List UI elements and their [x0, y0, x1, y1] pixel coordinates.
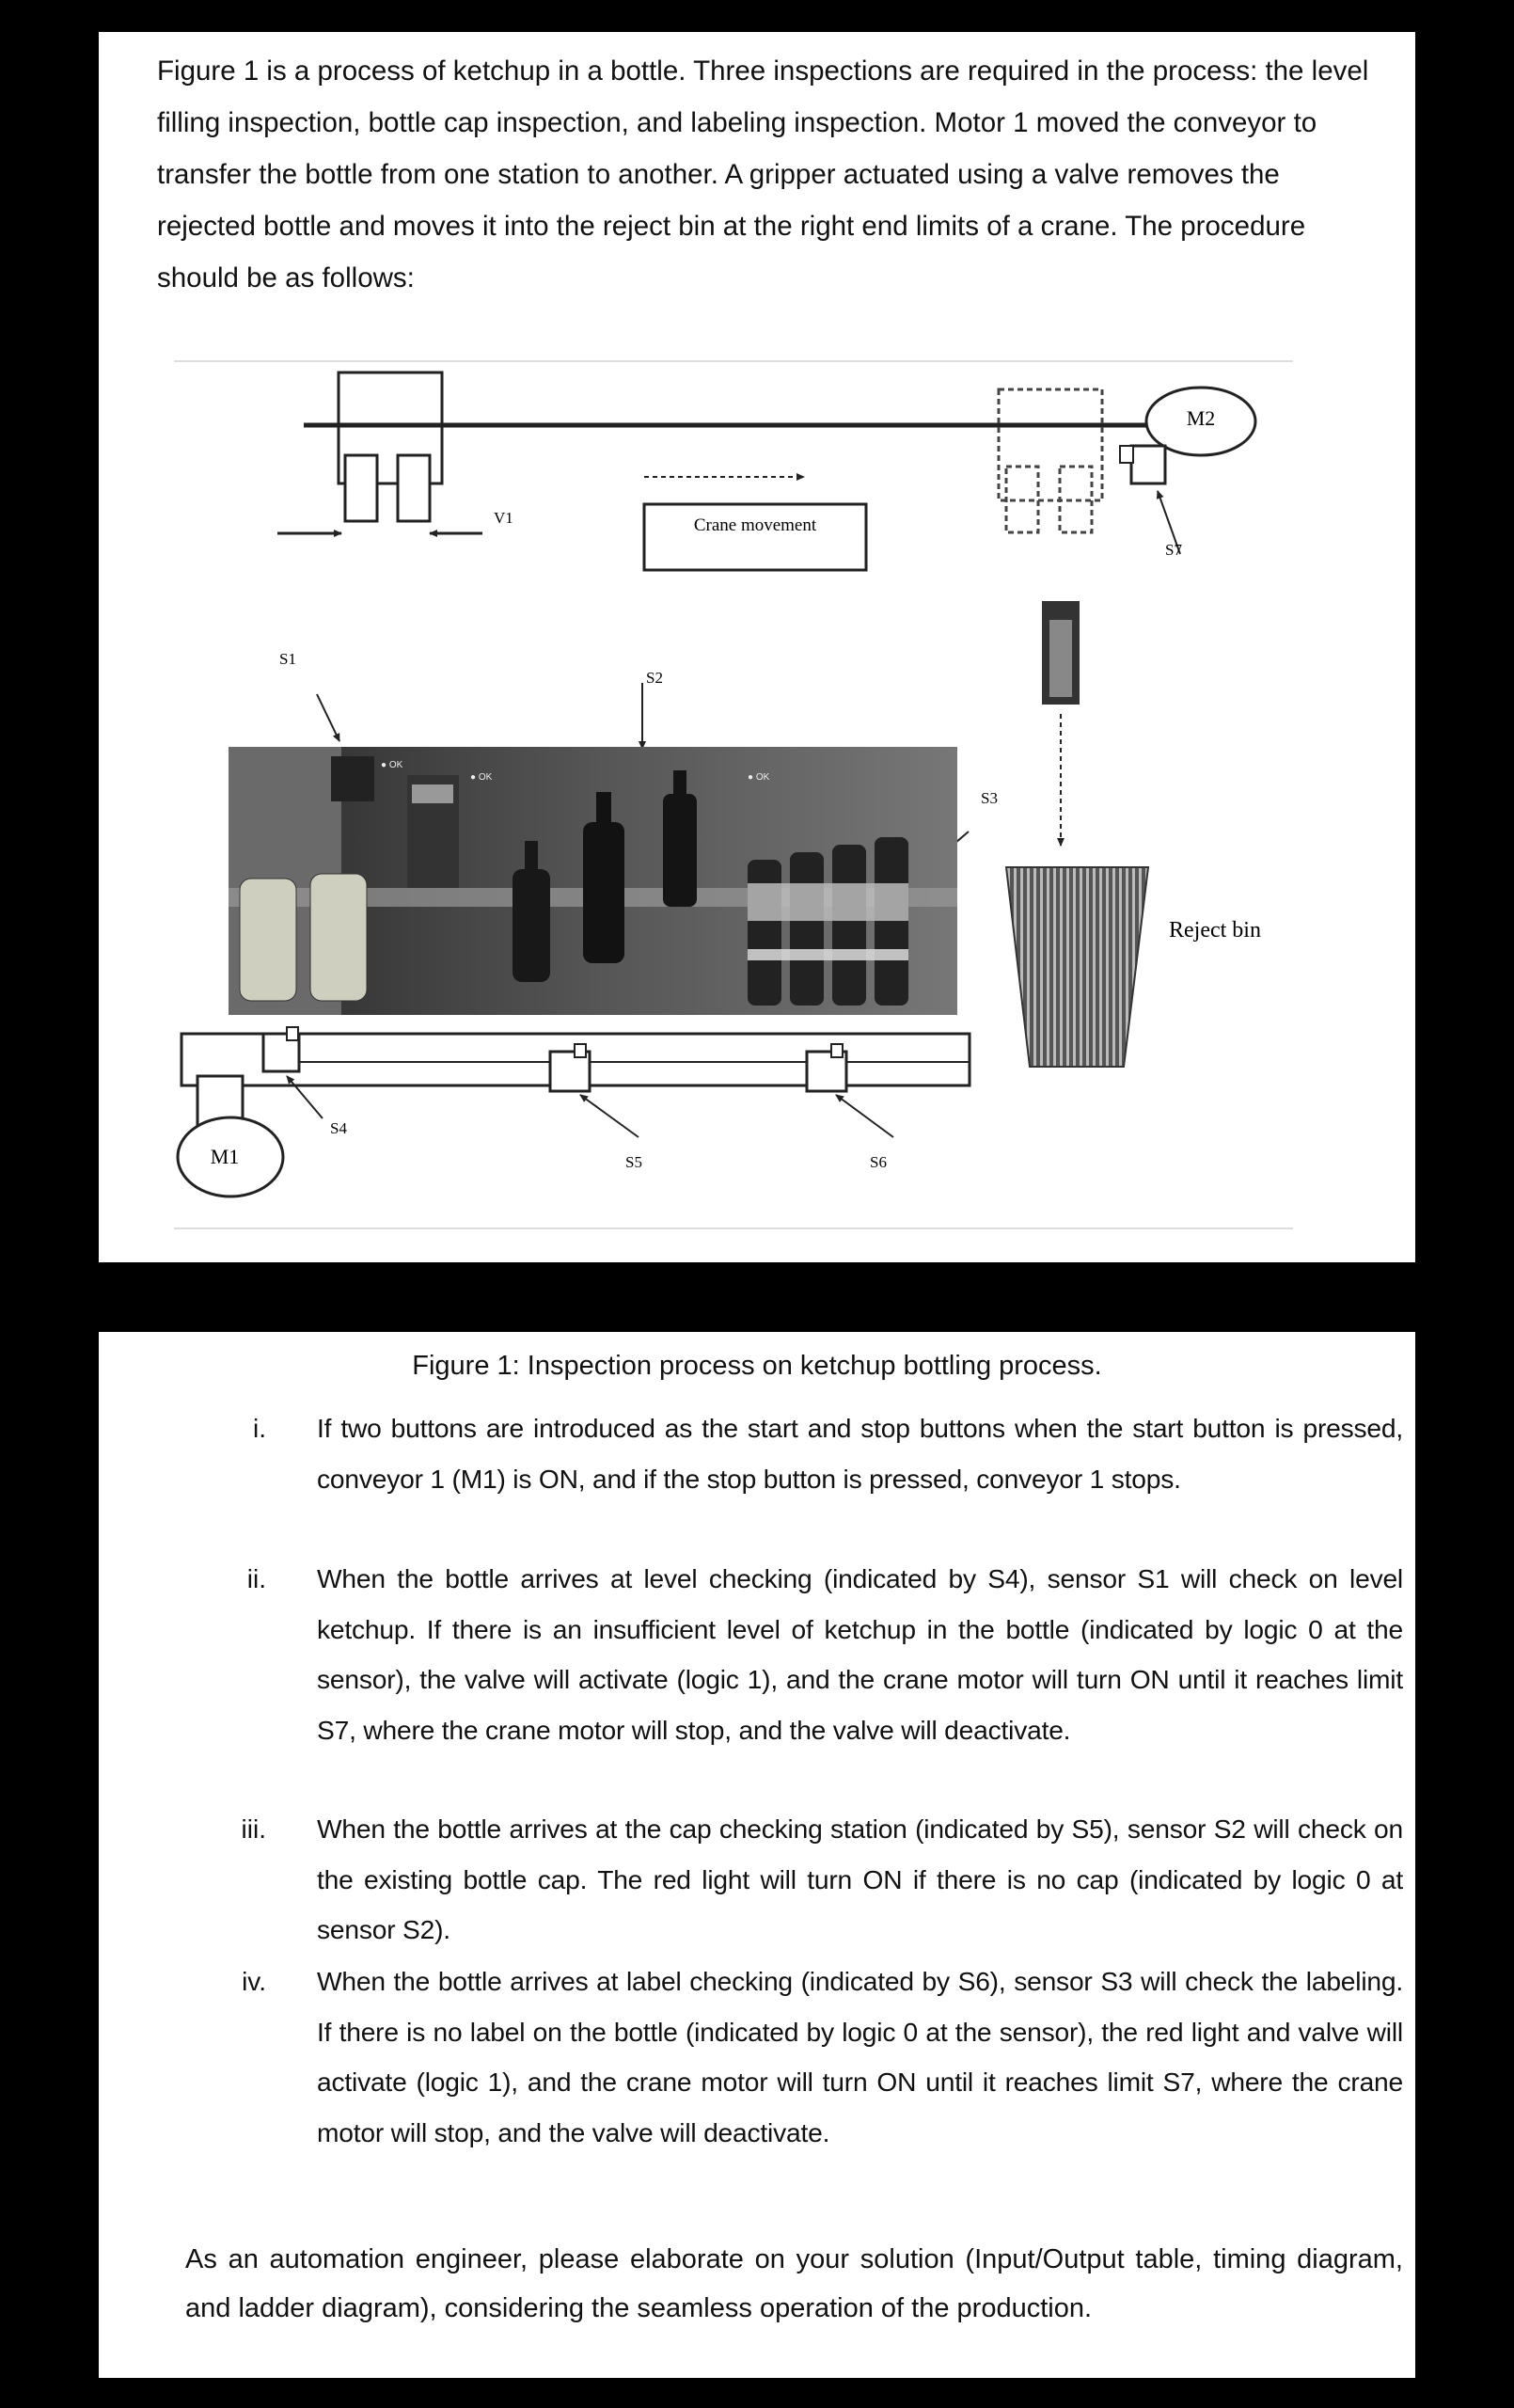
s2-label: S2 — [646, 669, 663, 687]
list-item-number: i. — [253, 1414, 266, 1443]
list-item-number: ii. — [246, 1564, 266, 1593]
photo-ok-mark-2: ● OK — [470, 772, 493, 783]
reject-bin-label: Reject bin — [1169, 918, 1261, 943]
questions-panel — [99, 1332, 1415, 2378]
gripper-left — [277, 372, 482, 533]
s5-label: S5 — [625, 1153, 642, 1171]
process-diagram — [99, 32, 1415, 1262]
s3-label: S3 — [981, 789, 998, 807]
crane-movement-label: Crane movement — [693, 515, 817, 535]
motor-m1-label: M1 — [210, 1145, 240, 1168]
photo-ok-mark-1: ● OK — [381, 760, 403, 770]
list-item-text: When the bottle arrives at the cap checking station (indicated by S5), sensor S2 will check on the existing bottle cap. The red light will turn ON if there is no cap (indicated by logic 0 at sensor S2). — [317, 1814, 1403, 1944]
list-item-text: If two buttons are introduced as the start and stop buttons when the start button is pressed, conveyor 1 (M1) is ON, and if the stop button is pressed, conveyor 1 stops. — [317, 1413, 1403, 1494]
list-item-text: When the bottle arrives at level checking (indicated by S4), sensor S1 will check on level ketchup. If there is an insufficient level of ketchup in the bottle (indicated by logic 0 at the sensor), the valve will activate (logic 1), and the crane motor will turn ON until it reaches limit S7, where the crane motor will stop, and the valve will deactivate. — [317, 1563, 1403, 1745]
motor-m2-label: M2 — [1186, 406, 1216, 430]
gripper-right — [999, 389, 1102, 532]
reject-bin — [1006, 867, 1148, 1067]
valve-v1-label: V1 — [494, 509, 513, 527]
list-item-number: iii. — [241, 1814, 266, 1844]
closing-paragraph: As an automation engineer, please elaborate on your solution (Input/Output table, timing diagram, and ladder diagram), considering the seamless operation of the production. — [185, 2244, 1403, 2323]
figure-caption: Figure 1: Inspection process on ketchup bottling process. — [412, 1351, 1102, 1381]
s1-label: S1 — [279, 650, 296, 668]
intro-paragraph: Figure 1 is a process of ketchup in a bottle. Three inspections are required in the process: the level filling inspection, bottle cap inspection, and labeling inspection. Motor 1 moved the conveyor to transfer the bottle from one station to another. A gripper actuated using a valve removes the rejected bottle and moves it into the reject bin at the right end limits of a crane. The procedure should be as follows: — [157, 55, 1369, 293]
photo-ok-mark-3: ● OK — [748, 772, 770, 783]
list-item-text: When the bottle arrives at label checking (indicated by S6), sensor S3 will check the labeling. If there is no label on the bottle (indicated by logic 0 at the sensor), the red light and valve will activate (logic 1), and the crane motor will turn ON until it reaches limit S7, where the crane motor will stop, and the valve will deactivate. — [317, 1966, 1403, 2147]
limit-switch-s7 — [1131, 446, 1165, 483]
crane-movement-box — [644, 504, 866, 570]
s6-label: S6 — [870, 1153, 887, 1171]
s4-label: S4 — [330, 1119, 347, 1137]
list-item-number: iv. — [242, 1967, 266, 1996]
s7-label: S7 — [1165, 541, 1182, 559]
process-photo — [229, 747, 957, 1015]
figure-panel — [99, 32, 1415, 1262]
